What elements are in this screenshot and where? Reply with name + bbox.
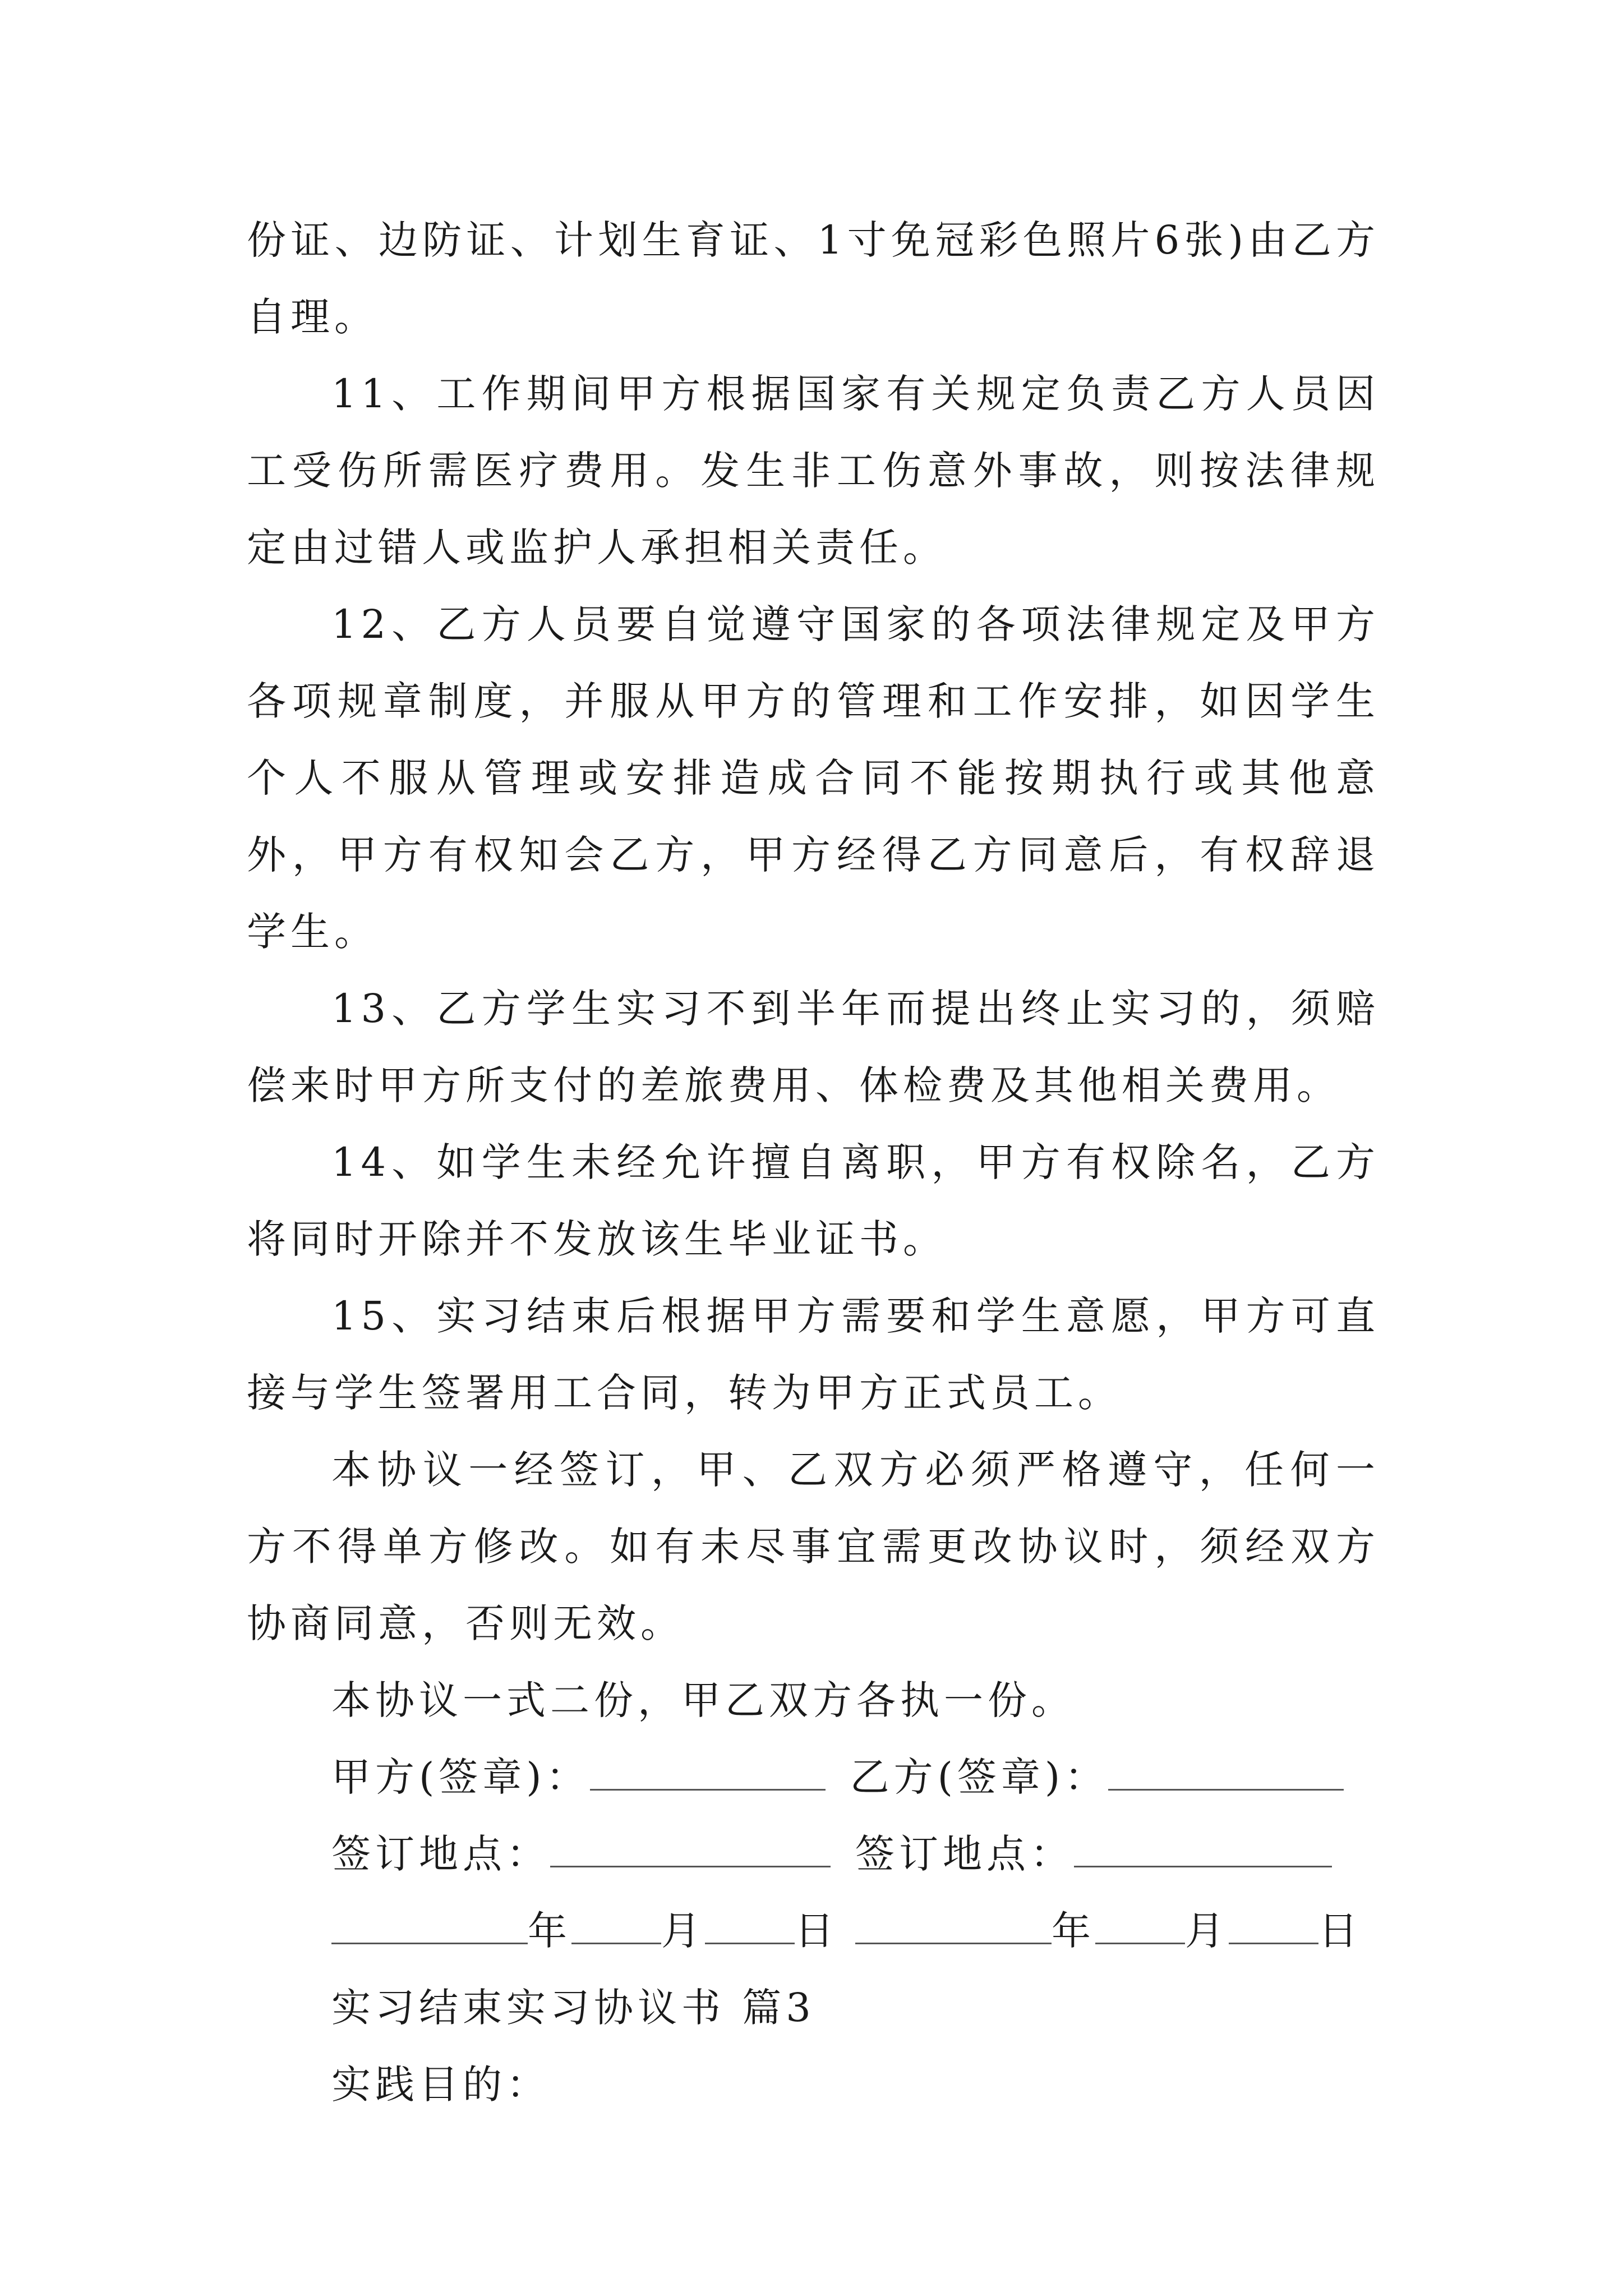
paragraph-clause-12: 12、乙方人员要自觉遵守国家的各项法律规定及甲方各项规章制度，并服从甲方的管理和工作安排，如因学生个人不服从管理或安排造成合同不能按期执行或其他意外，甲方有权知会乙方，甲方经得乙方同意后，有权辞退学生。 xyxy=(247,601,1380,955)
month-a-label: 月 xyxy=(661,1908,705,1954)
document-page xyxy=(247,202,1380,2123)
place-b-blank xyxy=(1074,1832,1332,1867)
day-a-blank xyxy=(705,1909,795,1944)
paragraph-clause-11: 11、工作期间甲方根据国家有关规定负责乙方人员因工受伤所需医疗费用。发生非工伤意外事故，则按法律规定由过错人或监护人承担相关责任。 xyxy=(247,371,1380,570)
day-b-blank xyxy=(1229,1909,1318,1944)
year-a-label: 年 xyxy=(528,1908,571,1954)
party-a-signature-blank xyxy=(590,1755,826,1791)
signing-place-row xyxy=(247,1816,1380,1893)
copies-line: 本协议一式二份，甲乙双方各执一份。 xyxy=(331,1677,1075,1723)
paragraph-clause-14: 14、如学生未经允许擅自离职，甲方有权除名，乙方将同时开除并不发放该生毕业证书。 xyxy=(247,1139,1380,1262)
party-b-signature-label: 乙方(签章)： xyxy=(850,1754,1109,1800)
month-a-blank xyxy=(571,1909,661,1944)
purpose-label: 实践目的： xyxy=(331,2062,550,2108)
paragraph-clause-13: 13、乙方学生实习不到半年而提出终止实习的，须赔偿来时甲方所支付的差旅费用、体检费及其他相关费用。 xyxy=(247,986,1380,1108)
party-a-signature-label: 甲方(签章)： xyxy=(331,1754,590,1800)
section-title: 实习结束实习协议书 篇3 xyxy=(331,1985,815,2031)
paragraph-binding-terms: 本协议一经签订，甲、乙双方必须严格遵守，任何一方不得单方修改。如有未尽事宜需更改协议时，须经双方协商同意，否则无效。 xyxy=(247,1447,1380,1646)
paragraph-id-photo: 份证、边防证、计划生育证、1寸免冠彩色照片6张)由乙方自理。 xyxy=(247,217,1380,340)
signature-row xyxy=(247,1739,1380,1816)
place-a-label: 签订地点： xyxy=(331,1831,550,1877)
month-b-blank xyxy=(1095,1909,1185,1944)
month-b-label: 月 xyxy=(1185,1908,1229,1954)
year-b-label: 年 xyxy=(1052,1908,1095,1954)
place-a-blank xyxy=(550,1832,831,1867)
place-b-label: 签订地点： xyxy=(855,1831,1074,1877)
party-b-signature-blank xyxy=(1108,1755,1344,1791)
year-b-blank xyxy=(855,1909,1052,1944)
day-a-label: 日 xyxy=(795,1908,838,1954)
paragraph-clause-15: 15、实习结束后根据甲方需要和学生意愿，甲方可直接与学生签署用工合同，转为甲方正式员工。 xyxy=(247,1293,1380,1416)
year-a-blank xyxy=(331,1909,528,1944)
date-row xyxy=(247,1893,1380,1970)
day-b-label: 日 xyxy=(1318,1908,1362,1954)
